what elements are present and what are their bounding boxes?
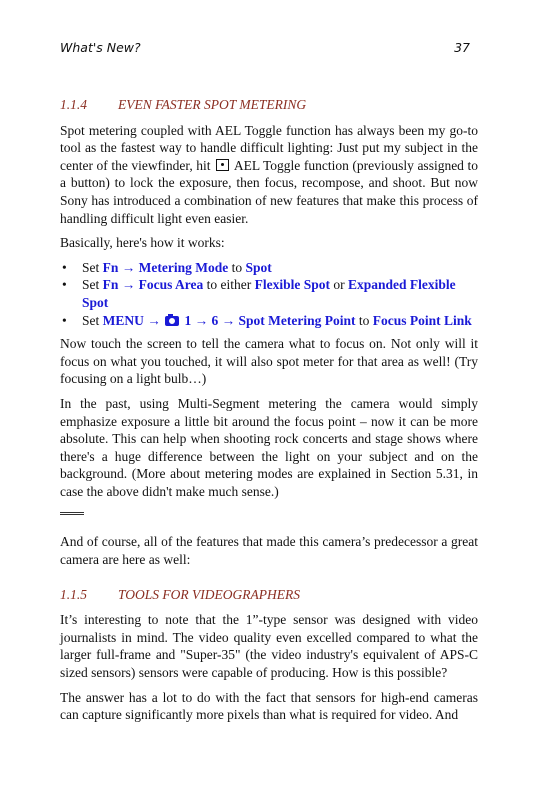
paragraph-text: Spot metering coupled with AEL Toggle function has always been my go-to tool as the fastest way to handle difficult lighting: Just put my subject in the center of the viewfinder, hit [60,122,478,173]
item-text: Set [82,312,103,328]
section-title: EVEN FASTER SPOT METERING [118,97,307,112]
setting-value: Focus Point Link [372,312,472,328]
item-text: Set [82,277,103,293]
setting-value: Flexible Spot [254,277,331,293]
list-item [60,276,478,311]
paragraph-multi-segment: In the past, using Multi-Segment metering the camera would simply emphasize exposure a little bit around the focus point – now it can be more absolute. This can help when shooting rock concerts and stage shows where there's a huge difference between the light on your subject and on the background. (More about metering modes are explained in Section 5.31, in case the above didn't make much sense.) [60,395,478,499]
list-item [60,259,478,277]
page-number: 37 [454,40,470,55]
settings-list [60,259,478,329]
section-heading-1-1-5 [60,586,478,604]
section-number: 1.1.5 [60,586,87,602]
section-number: 1.1.4 [60,97,87,112]
bullet-icon: • [62,277,67,293]
menu-path: Fn → Focus Area [102,277,204,293]
section-title: TOOLS FOR VIDEOGRAPHERS [118,586,300,602]
paragraph-answer: The answer has a lot to do with the fact that sensors for high-end cameras can capture significantly more pixels than what is required for video. And [60,689,478,723]
bullet-icon: • [62,312,67,328]
camera-icon [165,316,179,326]
setting-value: Expanded Flexible Spot [82,277,456,310]
item-text: Set [82,259,103,275]
section-divider [60,512,84,515]
item-text: to [355,312,373,328]
list-item [60,312,478,330]
section-heading-1-1-4 [60,96,478,114]
menu-path: 1 → 6 → Spot Metering Point [184,312,356,328]
menu-path: Fn → Metering Mode [102,259,229,275]
bullet-icon: • [62,259,67,275]
paragraph-how-it-works: Basically, here's how it works: [60,235,225,251]
item-text: or [330,277,349,293]
menu-path: MENU → [102,312,161,328]
running-header-title: What's New? [60,40,141,55]
item-text: to either [203,277,255,293]
paragraph-text: AEL Toggle function (previously assigned to a button) to lock the exposure, then focus, recompose, and shoot. But now Sony has introduced a combination of new features that make this process of handling difficult light even easier. [60,157,478,226]
paragraph-spot-metering-intro [60,122,478,228]
paragraph-predecessor: And of course, all of the features that made this camera’s predecessor a great camera are here as well: [60,534,478,568]
page-body [60,96,478,731]
setting-value: Spot [245,259,272,275]
item-text: to [228,259,246,275]
paragraph-touch-screen: Now touch the screen to tell the camera what to focus on. Not only will it focus on what you touched, it will also spot meter for that area as well! (Try focusing on a light bulb…) [60,336,478,387]
spot-metering-icon [216,159,229,171]
paragraph-sensor-design: It’s interesting to note that the 1”-type sensor was designed with video journalists in mind. The video quality even excelled compared to what the larger full-frame and "Super-35" (the video industry's equivalent of APS-C sized sensors) sensors were capable of producing. How is this possible? [60,612,478,681]
